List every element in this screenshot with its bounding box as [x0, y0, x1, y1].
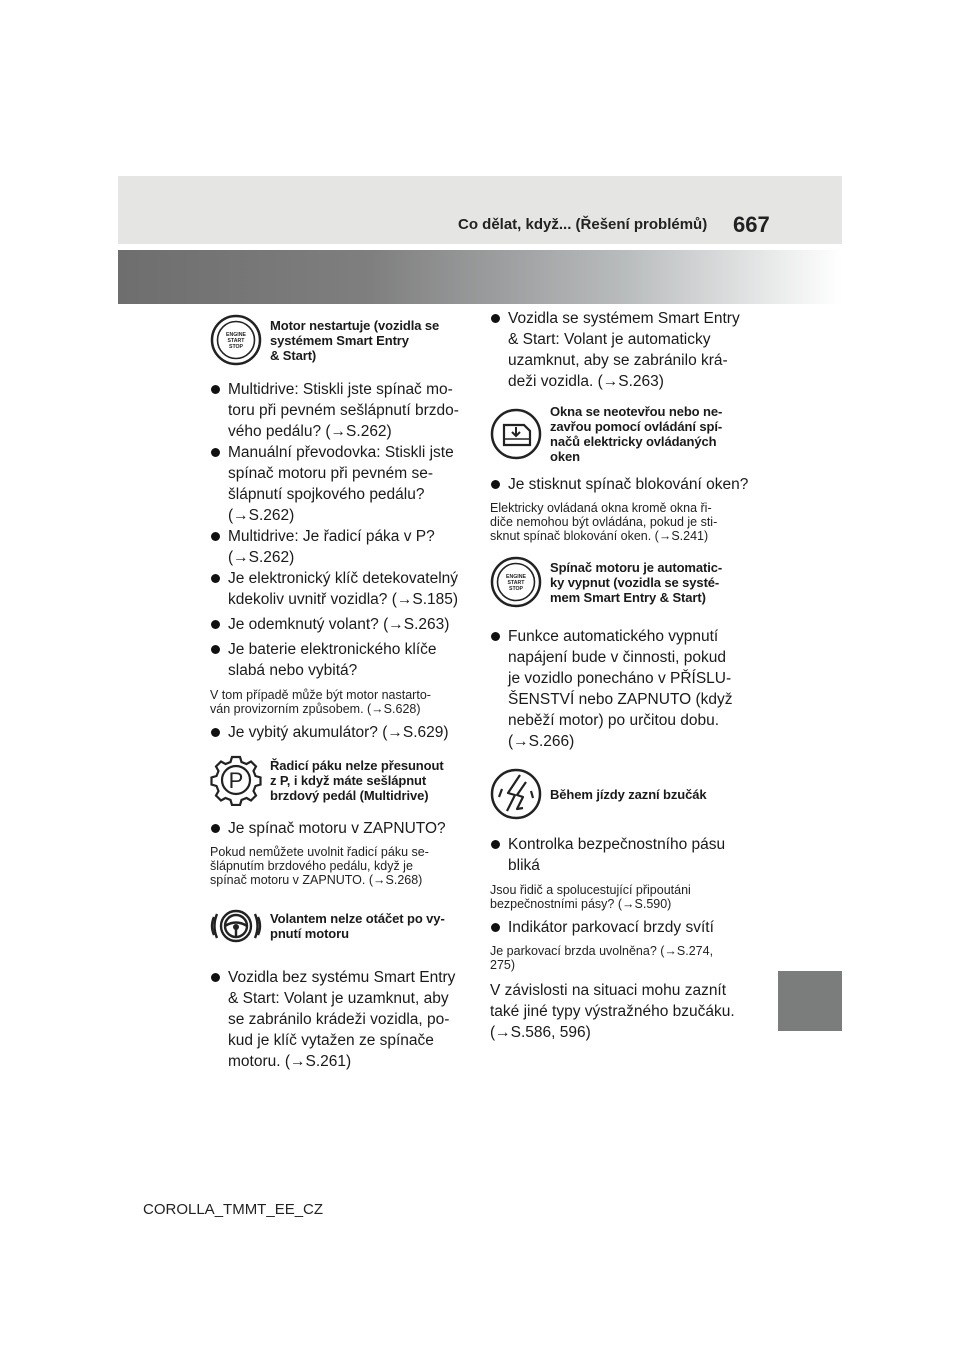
bullet-dot: [211, 620, 220, 629]
line: slabá nebo vybitá?: [228, 662, 358, 679]
line: bliká: [508, 857, 540, 874]
line: kdekoliv uvnitř vozidla? (→S.185): [228, 591, 459, 608]
title-line: brzdový pedál (Multidrive): [270, 787, 429, 803]
bullet-dot: [491, 840, 500, 849]
line: Je spínač motoru v ZAPNUTO?: [228, 820, 446, 837]
line: & Start: Volant je automaticky: [508, 331, 711, 348]
bullet-dot: [211, 448, 220, 457]
line: šlápnutím brzdového pedálu, když je: [210, 859, 413, 873]
line: Je odemknutý volant? (→S.263): [228, 616, 450, 633]
line: Je stisknut spínač blokování oken?: [508, 476, 749, 493]
title-line: oken: [550, 449, 580, 464]
line: sknut spínač blokování oken. (→S.241): [490, 529, 709, 543]
bullet-dot: [491, 632, 500, 641]
engine-icon-line-3: STOP: [508, 586, 524, 592]
line: Vozidla se systémem Smart Entry: [508, 310, 740, 327]
page-number: 667: [733, 212, 770, 237]
title-line: Motor nestartuje (vozidla se: [270, 317, 440, 333]
engine-start-heading: [210, 314, 470, 366]
line: Pokud nemůžete uvolnit řadicí páku se-: [210, 845, 429, 859]
left-column: [210, 314, 470, 1072]
line: Kontrolka bezpečnostního pásu: [508, 836, 726, 853]
line: (→S.586, 596): [490, 1024, 591, 1041]
bullet-dot: [211, 574, 220, 583]
list-item: [490, 834, 750, 876]
title-line: Spínač motoru je automatic-: [550, 559, 723, 575]
bullets-engine: [210, 379, 470, 681]
note-window-lock: [490, 501, 750, 543]
line: (→S.262): [228, 507, 295, 524]
note-provisional-start: [210, 688, 470, 716]
title-line: mem Smart Entry & Start): [550, 589, 706, 605]
title-line: z P, i když máte sešlápnut: [270, 772, 427, 788]
title-line: Okna se neotevřou nebo ne-: [550, 404, 723, 419]
bullet-dot: [211, 824, 220, 833]
list-item: [210, 614, 470, 635]
line: Vozidla bez systému Smart Entry: [228, 969, 456, 986]
list-item: [210, 379, 470, 442]
line: & Start: Volant je uzamknut, aby: [228, 990, 449, 1007]
section-gradient-band: [118, 250, 842, 304]
line: uzamknut, aby se zabránilo krá-: [508, 352, 728, 369]
engine-icon-line-3: STOP: [228, 344, 244, 350]
title-line: Během jízdy zazní bzučák: [550, 786, 707, 802]
list-item: [490, 917, 750, 938]
engine-start-title: [270, 318, 439, 363]
auto-off-heading: [490, 556, 750, 608]
note-seat-belt: [490, 883, 750, 911]
line: 275): [490, 958, 516, 972]
line: Je vybitý akumulátor? (→S.629): [228, 724, 449, 741]
line: Indikátor parkovací brzdy svítí: [508, 919, 714, 936]
list-item: [210, 639, 470, 681]
line: kud je klíč vytažen ze spínače: [228, 1032, 434, 1049]
windows-title: [550, 404, 722, 464]
line: šlápnutí spojkového pedálu?: [228, 486, 425, 503]
list-item: [210, 442, 470, 526]
list-item: [210, 967, 470, 1072]
line: spínač motoru v ZAPNUTO. (→S.268): [210, 873, 423, 887]
bullet-dot: [211, 973, 220, 982]
shift-lever-title: [270, 758, 444, 803]
right-column: [490, 308, 750, 1043]
list-item: [210, 818, 470, 839]
title-line: systémem Smart Entry: [270, 332, 409, 348]
line: se zabránilo krádeži vozidla, po-: [228, 1011, 450, 1028]
line: Manuální převodovka: Stiskli jste: [228, 444, 454, 461]
engine-icon-line-1: ENGINE: [226, 332, 246, 338]
line: Jsou řidič a spolucestující připoutáni: [490, 883, 691, 897]
bullet-dot: [491, 480, 500, 489]
bullet-dot: [211, 728, 220, 737]
bullet-dot: [211, 532, 220, 541]
shift-lever-heading: [210, 754, 470, 806]
line: Elektricky ovládaná okna kromě okna ři-: [490, 501, 712, 515]
line: napájení bude v činnosti, pokud: [508, 649, 727, 666]
note-parking-brake: [490, 944, 750, 972]
shift-lock-gear-icon: [210, 754, 262, 806]
steering-lock-icon: [210, 900, 262, 952]
line: Multidrive: Je řadicí páka v P?: [228, 528, 435, 545]
line: Je baterie elektronického klíče: [228, 641, 437, 658]
line: Je parkovací brzda uvolněna? (→S.274,: [490, 944, 714, 958]
title-line: pnutí motoru: [270, 926, 349, 941]
line: ván provizorním způsobem. (→S.628): [210, 702, 421, 716]
line: diče nemohou být ovládána, pokud je sti-: [490, 515, 718, 529]
note-shift-release: [210, 845, 470, 887]
list-item: [210, 568, 470, 610]
buzzer-title: [550, 787, 707, 802]
title-line: Řadicí páku nelze přesunout: [270, 757, 444, 773]
line: vého pedálu? (→S.262): [228, 423, 392, 440]
bullet-dot: [491, 314, 500, 323]
line: (→S.262): [228, 549, 295, 566]
windows-heading: [490, 404, 750, 464]
line: motoru. (→S.261): [228, 1053, 352, 1070]
line: deži vozidla. (→S.263): [508, 373, 664, 390]
line: (→S.266): [508, 733, 575, 750]
list-item: [490, 308, 750, 392]
engine-icon-line-2: START: [227, 338, 245, 344]
line: toru při pevném sešlápnutí brzdo-: [228, 402, 459, 419]
line: také jiné typy výstražného bzučáku.: [490, 1003, 735, 1020]
buzzer-warning-icon: [490, 768, 542, 820]
engine-start-button-icon: [490, 556, 542, 608]
title-line: Volantem nelze otáčet po vy-: [270, 911, 445, 926]
bullet-dot: [211, 385, 220, 394]
header-title: Co dělat, když... (Řešení problémů): [458, 216, 708, 233]
line: V závislosti na situaci mohu zaznít: [490, 982, 727, 999]
line: bezpečnostními pásy? (→S.590): [490, 897, 672, 911]
buzzer-heading: [490, 768, 750, 820]
line: spínač motoru při pevném se-: [228, 465, 434, 482]
line: je vozidlo ponecháno v PŘÍSLU-: [508, 670, 732, 687]
line: Multidrive: Stiskli jste spínač mo-: [228, 381, 453, 398]
closing-paragraph: [490, 980, 750, 1043]
window-lock-switch-icon: [490, 408, 542, 460]
title-line: & Start): [270, 347, 317, 363]
line: ŠENSTVÍ nebo ZAPNUTO (když: [508, 691, 733, 708]
auto-off-title: [550, 560, 722, 605]
engine-icon-line-2: START: [507, 580, 525, 586]
line: Je elektronický klíč detekovatelný: [228, 570, 459, 587]
steering-title: [270, 911, 445, 941]
bullet-dot: [491, 923, 500, 932]
title-line: zavřou pomocí ovládání spí-: [550, 419, 723, 434]
line: Funkce automatického vypnutí: [508, 628, 719, 645]
shift-letter: P: [228, 768, 244, 793]
bullet-dot: [211, 645, 220, 654]
line: neběží motor) po určitou dobu.: [508, 712, 720, 729]
list-item: [490, 626, 750, 752]
title-line: načů elektricky ovládaných: [550, 434, 717, 449]
engine-start-button-icon: [210, 314, 262, 366]
engine-icon-line-1: ENGINE: [506, 574, 526, 580]
steering-heading: [210, 900, 470, 952]
list-item: [490, 474, 750, 495]
list-item: [210, 526, 470, 568]
chapter-side-tab: [778, 971, 842, 1031]
title-line: ky vypnut (vozidla se systé-: [550, 574, 720, 590]
footer-document-code: COROLLA_TMMT_EE_CZ: [143, 1201, 324, 1218]
list-item: [210, 722, 470, 743]
line: V tom případě může být motor nastarto-: [210, 688, 431, 702]
